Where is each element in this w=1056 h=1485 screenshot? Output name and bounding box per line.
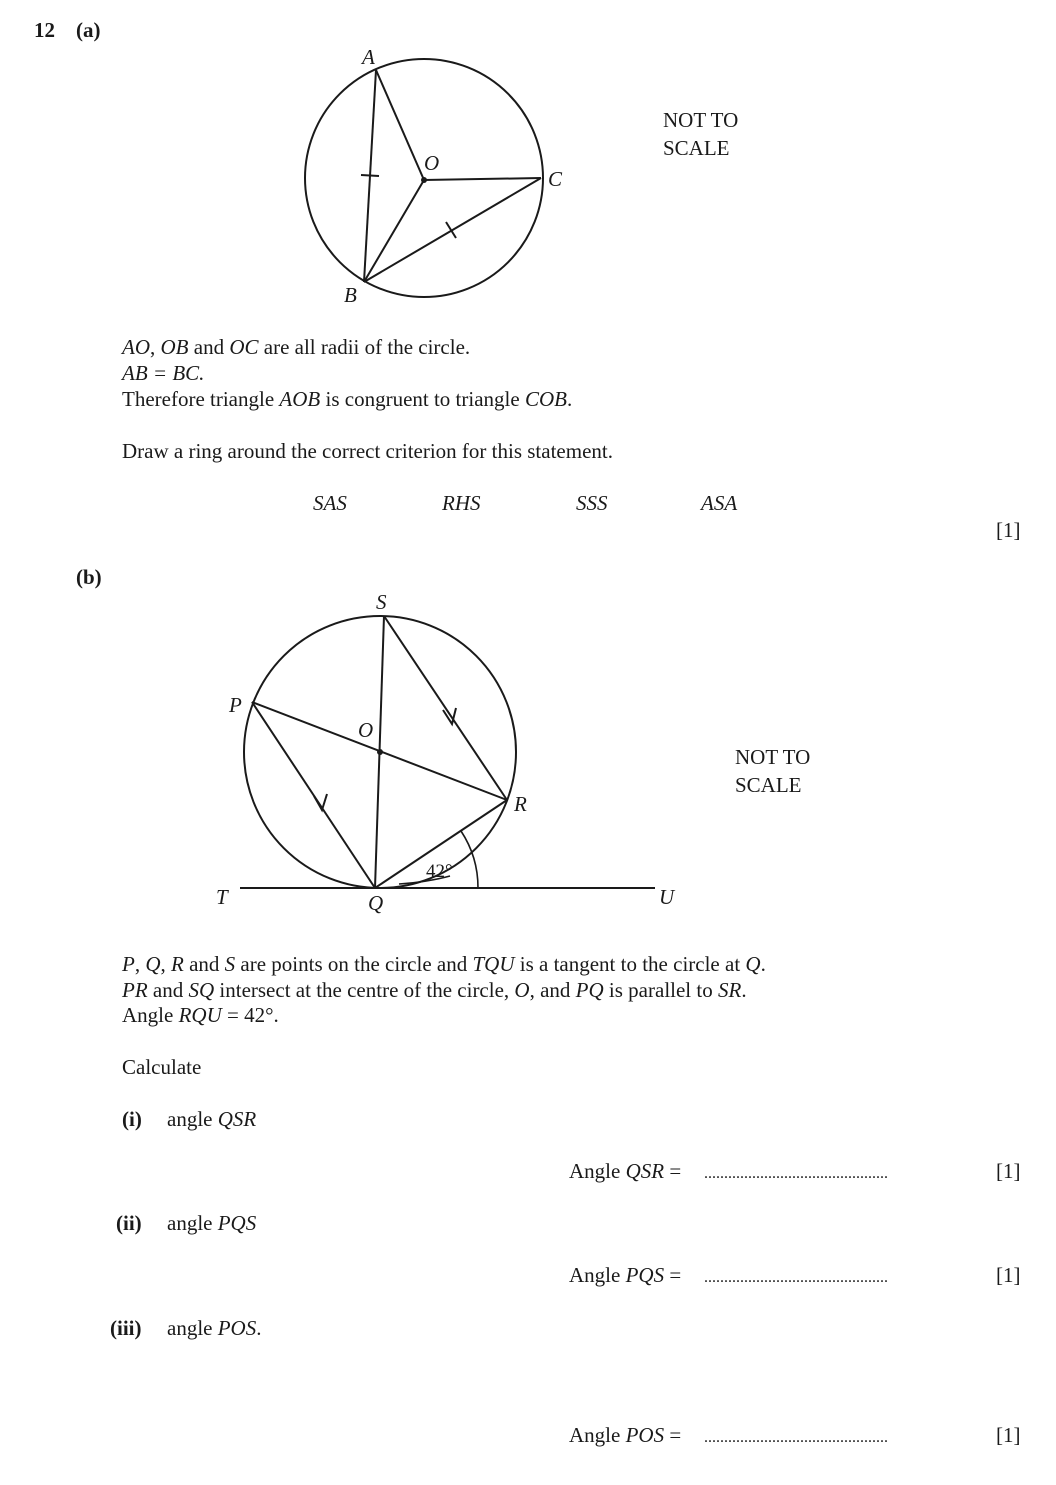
statement-b-line3: Angle RQU = 42°. [122, 1003, 279, 1027]
not-to-scale-b-line2: SCALE [735, 773, 802, 797]
subpart-iii-text: angle POS. [167, 1316, 262, 1340]
marks-a: [1] [996, 518, 1021, 542]
statement-a-line2: AB = BC. [122, 361, 205, 385]
answer-line-pqs: Angle PQS = [569, 1263, 682, 1287]
statement-a-line1: AO, OB and OC are all radii of the circle. [122, 335, 471, 359]
label-c: C [548, 167, 563, 191]
label-b: B [344, 283, 357, 307]
line-ob [364, 180, 424, 282]
answer-field-pos[interactable]: .............................................. [704, 1429, 888, 1446]
marks-i: [1] [996, 1159, 1021, 1183]
option-asa[interactable]: ASA [701, 491, 738, 515]
subpart-i-label: (i) [122, 1107, 142, 1131]
diagram-circle-tangent [0, 580, 1056, 920]
label-o-b: O [358, 718, 374, 742]
label-u: U [659, 885, 675, 909]
instruction-a: Draw a ring around the correct criterion for this statement. [122, 439, 613, 463]
marks-iii: [1] [996, 1423, 1021, 1447]
not-to-scale-a-line1: NOT TO [663, 108, 739, 132]
tick-bc [446, 222, 456, 238]
label-p: P [229, 693, 242, 717]
option-sss[interactable]: SSS [576, 491, 608, 515]
line-oc [424, 178, 541, 180]
answer-line-qsr: Angle QSR = [569, 1159, 682, 1183]
statement-a-line3: Therefore triangle AOB is congruent to triangle COB. [122, 387, 573, 411]
answer-line-pos: Angle POS = [569, 1423, 682, 1447]
subpart-ii-label: (ii) [116, 1211, 142, 1235]
not-to-scale-b-line1: NOT TO [735, 745, 811, 769]
line-sr [384, 616, 507, 800]
answer-field-pqs[interactable]: .............................................. [704, 1269, 888, 1286]
label-t: T [216, 885, 228, 909]
parallel-arrow-pq [314, 794, 327, 810]
calculate-text: Calculate [122, 1055, 202, 1079]
statement-b-line1: P, Q, R and S are points on the circle and TQU is a tangent to the circle at Q. [122, 952, 766, 976]
line-pq [252, 702, 375, 888]
label-a: A [362, 45, 375, 69]
angle-label-42: 42° [426, 861, 453, 882]
part-a-label: (a) [76, 18, 101, 42]
statement-b-line2: PR and SQ intersect at the centre of the circle, O, and PQ is parallel to SR. [122, 978, 747, 1002]
part-b-label: (b) [76, 565, 102, 589]
line-ao [376, 70, 424, 180]
marks-ii: [1] [996, 1263, 1021, 1287]
centre-point-o [421, 177, 427, 183]
subpart-iii-label: (iii) [110, 1316, 142, 1340]
label-q: Q [368, 891, 384, 915]
subpart-ii-text: angle PQS [167, 1211, 257, 1235]
answer-field-qsr[interactable]: .............................................. [704, 1165, 888, 1182]
label-o: O [424, 151, 440, 175]
line-bc [364, 178, 541, 282]
label-r: R [514, 792, 527, 816]
subpart-i-text: angle QSR [167, 1107, 257, 1131]
question-number: 12 [34, 18, 55, 42]
tick-ab [361, 175, 379, 176]
option-rhs[interactable]: RHS [442, 491, 481, 515]
diagram-triangles-in-circle [0, 0, 1056, 320]
option-sas[interactable]: SAS [313, 491, 347, 515]
not-to-scale-a-line2: SCALE [663, 136, 730, 160]
centre-point-o-b [377, 749, 383, 755]
label-s: S [376, 590, 387, 614]
